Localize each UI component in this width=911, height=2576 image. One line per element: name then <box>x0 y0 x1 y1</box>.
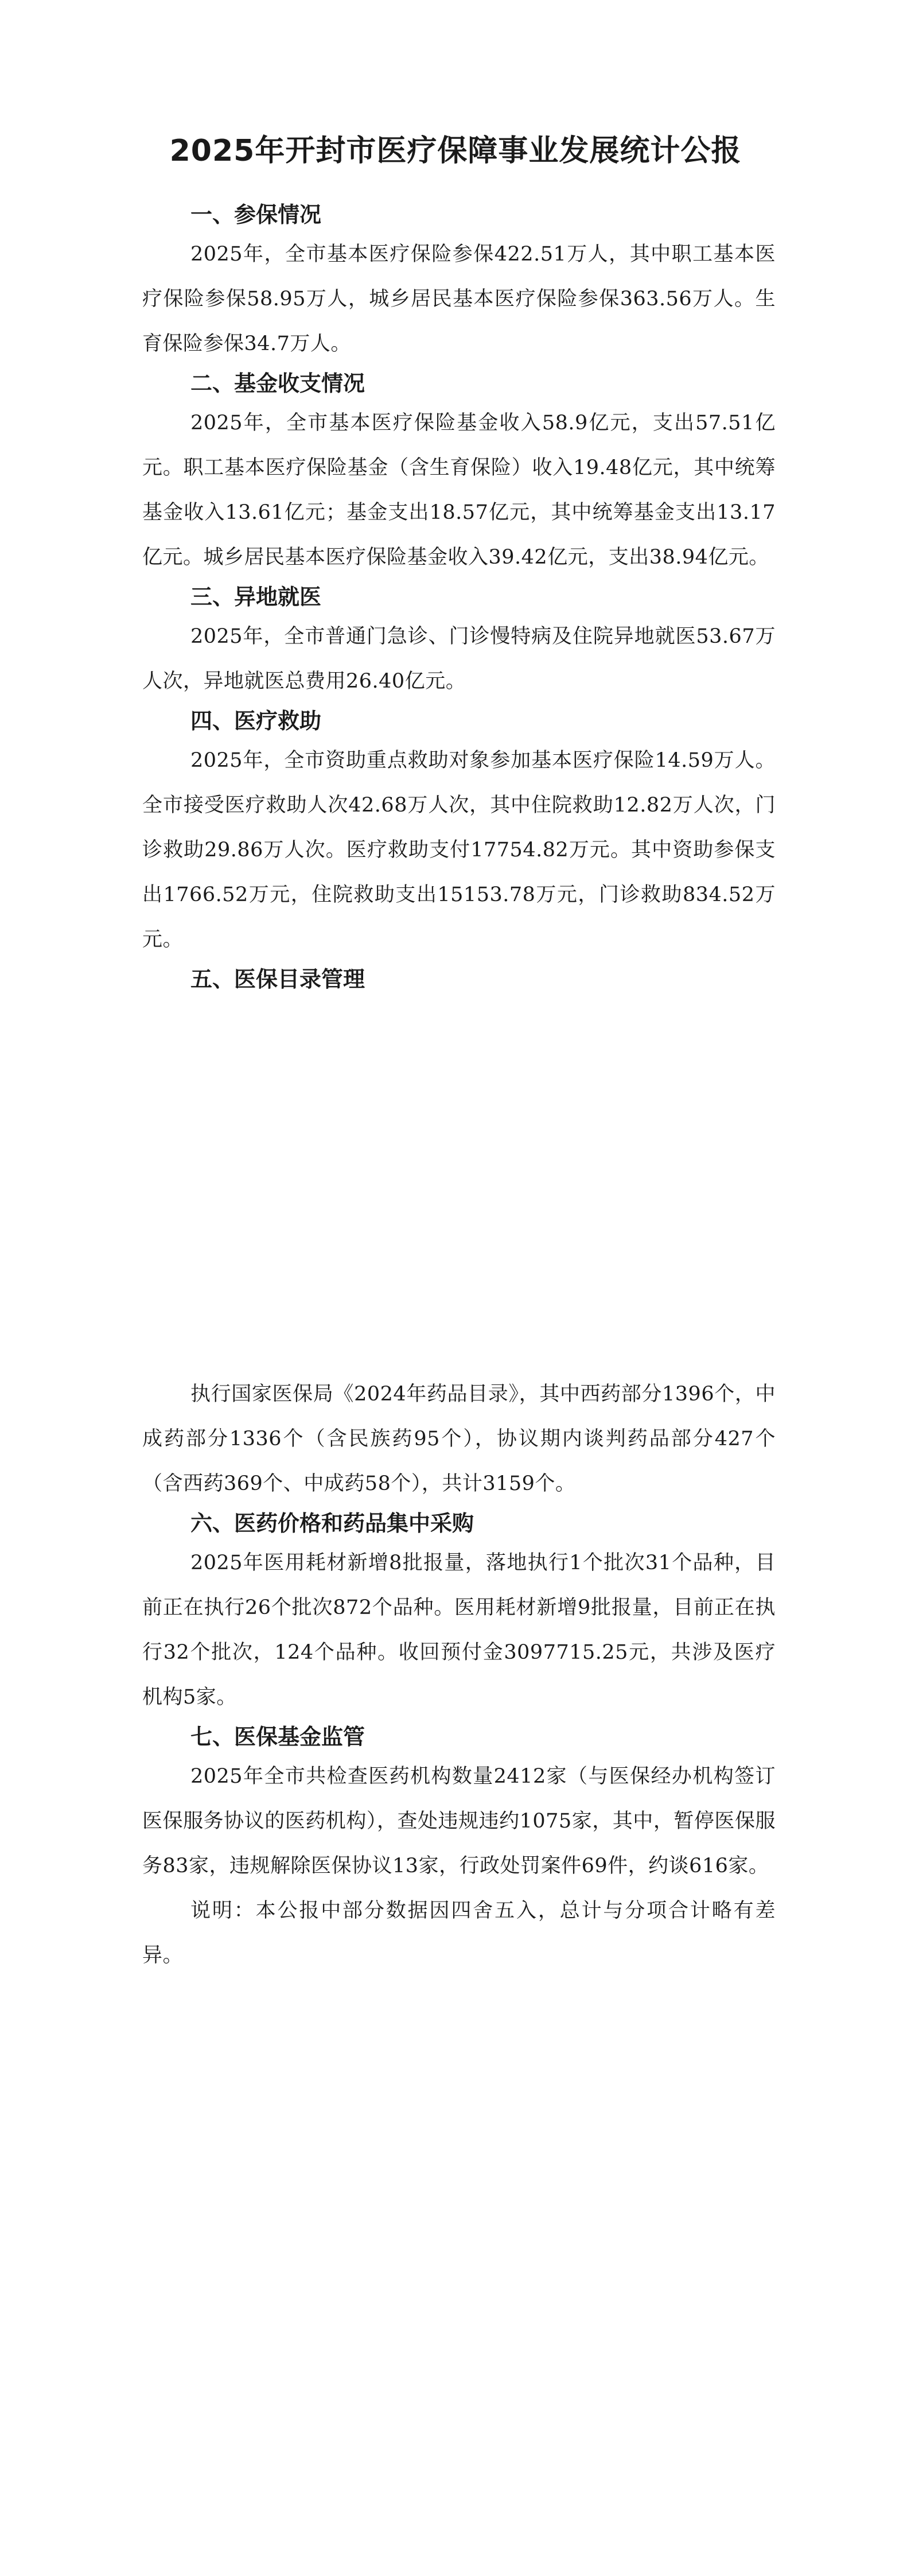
paragraph-note: 说明：本公报中部分数据因四舍五入，总计与分项合计略有差异。 <box>142 1899 776 1967</box>
section-heading-fund: 二、基金收支情况 <box>190 371 365 396</box>
paragraph-medical-aid: 2025年，全市资助重点救助对象参加基本医疗保险14.59万人。全市接受医疗救助人次42.68万人次，其中住院救助12.82万人次，门诊救助29.86万人次。医疗救助支付17754.82万元。其中资助参保支出1766.52万元，住院救助支出15153.78万元，门诊救助834.52万元。 <box>142 749 776 951</box>
section-heading-procurement: 六、医药价格和药品集中采购 <box>190 1511 474 1536</box>
section-heading-supervision: 七、医保基金监管 <box>190 1724 365 1749</box>
document-title: 2025年开封市医疗保障事业发展统计公报 <box>169 133 742 168</box>
paragraph-fund: 2025年，全市基本医疗保险基金收入58.9亿元，支出57.51亿元。职工基本医疗保险基金（含生育保险）收入19.48亿元，其中统筹基金收入13.61亿元；基金支出18.57亿元，其中统筹基金支出13.17亿元。城乡居民基本医疗保险基金收入39.42亿元，支出38.94亿元。 <box>142 412 776 569</box>
paragraph-remote-care: 2025年，全市普通门急诊、门诊慢特病及住院异地就医53.67万人次，异地就医总费用26.40亿元。 <box>142 625 776 693</box>
section-heading-medical-aid: 四、医疗救助 <box>190 708 322 734</box>
section-heading-remote-care: 三、异地就医 <box>190 584 322 610</box>
paragraph-catalog: 执行国家医保局《2024年药品目录》，其中西药部分1396个，中成药部分1336个（含民族药95个），协议期内谈判药品部分427个（含西药369个、中成药58个），共计3159个。 <box>142 1383 776 1495</box>
section-heading-enrollment: 一、参保情况 <box>190 202 322 227</box>
content-block-upper <box>142 197 776 996</box>
paragraph-enrollment: 2025年，全市基本医疗保险参保422.51万人，其中职工基本医疗保险参保58.95万人，城乡居民基本医疗保险参保363.56万人。生育保险参保34.7万人。 <box>142 243 776 355</box>
content-block-lower <box>142 1372 776 1978</box>
paragraph-procurement: 2025年医用耗材新增8批报量，落地执行1个批次31个品种，目前正在执行26个批次872个品种。医用耗材新增9批报量，目前正在执行32个批次，124个品种。收回预付金3097715.25元，共涉及医疗机构5家。 <box>142 1551 776 1709</box>
paragraph-supervision: 2025年全市共检查医药机构数量2412家（与医保经办机构签订医保服务协议的医药机构），查处违规违约1075家，其中，暂停医保服务83家，违规解除医保协议13家，行政处罚案件69件，约谈616家。 <box>142 1765 776 1877</box>
section-heading-catalog: 五、医保目录管理 <box>190 967 365 992</box>
